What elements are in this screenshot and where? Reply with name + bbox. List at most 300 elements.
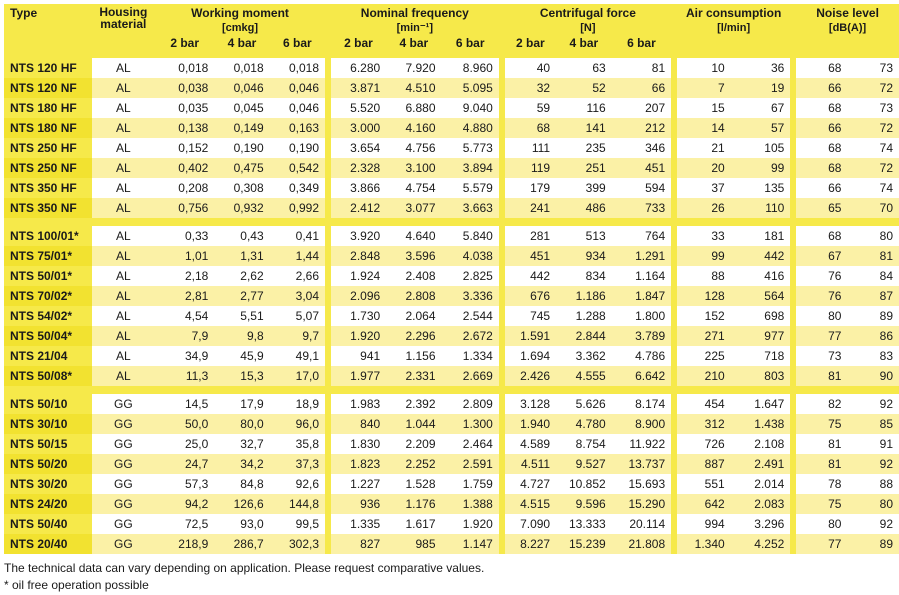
cell-centrifugal-force: 5.626 bbox=[556, 394, 612, 414]
cell-noise-level: 70 bbox=[847, 198, 899, 218]
cell-air-consumption: 1.438 bbox=[731, 414, 791, 434]
cell-noise-level: 89 bbox=[847, 534, 899, 554]
cell-working-moment: 2,62 bbox=[214, 266, 269, 286]
cell-nominal-frequency: 6.880 bbox=[386, 98, 441, 118]
cell-nominal-frequency: 9.040 bbox=[442, 98, 499, 118]
cell-housing-material: AL bbox=[92, 118, 155, 138]
cell-noise-level: 76 bbox=[796, 266, 847, 286]
cell-housing-material: GG bbox=[92, 414, 155, 434]
cell-nominal-frequency: 5.520 bbox=[331, 98, 386, 118]
cell-air-consumption: 7 bbox=[677, 78, 731, 98]
cell-air-consumption: 564 bbox=[731, 286, 791, 306]
cell-centrifugal-force: 15.693 bbox=[612, 474, 671, 494]
cell-working-moment: 50,0 bbox=[155, 414, 214, 434]
cell-nominal-frequency: 3.077 bbox=[386, 198, 441, 218]
cell-nominal-frequency: 1.156 bbox=[386, 346, 441, 366]
cell-type: NTS 180 HF bbox=[4, 98, 92, 118]
cell-nominal-frequency: 6.280 bbox=[331, 58, 386, 78]
cell-nominal-frequency: 2.544 bbox=[442, 306, 499, 326]
wm-pressure-6: 6 bar bbox=[270, 36, 325, 50]
group-separator bbox=[4, 386, 899, 394]
cell-nominal-frequency: 840 bbox=[331, 414, 386, 434]
cell-working-moment: 302,3 bbox=[270, 534, 325, 554]
table-row bbox=[4, 534, 899, 554]
cell-centrifugal-force: 119 bbox=[505, 158, 556, 178]
table-row bbox=[4, 138, 899, 158]
cell-housing-material: AL bbox=[92, 346, 155, 366]
cell-noise-level: 68 bbox=[796, 226, 847, 246]
cell-centrifugal-force: 3.789 bbox=[612, 326, 671, 346]
cell-type: NTS 30/10 bbox=[4, 414, 92, 434]
cell-working-moment: 11,3 bbox=[155, 366, 214, 386]
cell-air-consumption: 99 bbox=[677, 246, 731, 266]
cell-working-moment: 2,81 bbox=[155, 286, 214, 306]
cell-air-consumption: 152 bbox=[677, 306, 731, 326]
cell-centrifugal-force: 764 bbox=[612, 226, 671, 246]
cell-air-consumption: 1.340 bbox=[677, 534, 731, 554]
cell-nominal-frequency: 1.759 bbox=[442, 474, 499, 494]
cell-nominal-frequency: 2.252 bbox=[386, 454, 441, 474]
cell-noise-level: 68 bbox=[796, 98, 847, 118]
cell-noise-level: 81 bbox=[796, 434, 847, 454]
cell-nominal-frequency: 3.654 bbox=[331, 138, 386, 158]
cell-working-moment: 0,190 bbox=[270, 138, 325, 158]
cell-housing-material: AL bbox=[92, 266, 155, 286]
cell-air-consumption: 225 bbox=[677, 346, 731, 366]
cell-working-moment: 5,51 bbox=[214, 306, 269, 326]
cell-centrifugal-force: 1.694 bbox=[505, 346, 556, 366]
table-row bbox=[4, 306, 899, 326]
cell-centrifugal-force: 40 bbox=[505, 58, 556, 78]
cell-air-consumption: 19 bbox=[731, 78, 791, 98]
cell-working-moment: 84,8 bbox=[214, 474, 269, 494]
table-row bbox=[4, 118, 899, 138]
cell-housing-material: GG bbox=[92, 474, 155, 494]
cell-noise-level: 90 bbox=[847, 366, 899, 386]
cell-working-moment: 1,31 bbox=[214, 246, 269, 266]
cell-air-consumption: 271 bbox=[677, 326, 731, 346]
cell-air-consumption: 67 bbox=[731, 98, 791, 118]
cell-housing-material: AL bbox=[92, 158, 155, 178]
col-header-noise-level: Noise level bbox=[796, 4, 899, 22]
cell-working-moment: 25,0 bbox=[155, 434, 214, 454]
cell-air-consumption: 26 bbox=[677, 198, 731, 218]
cell-working-moment: 0,33 bbox=[155, 226, 214, 246]
cell-nominal-frequency: 1.977 bbox=[331, 366, 386, 386]
cell-working-moment: 72,5 bbox=[155, 514, 214, 534]
cell-air-consumption: 10 bbox=[677, 58, 731, 78]
cell-centrifugal-force: 4.515 bbox=[505, 494, 556, 514]
cell-type: NTS 54/02* bbox=[4, 306, 92, 326]
cell-centrifugal-force: 399 bbox=[556, 178, 612, 198]
cell-nominal-frequency: 1.388 bbox=[442, 494, 499, 514]
cell-centrifugal-force: 451 bbox=[612, 158, 671, 178]
cell-air-consumption: 2.014 bbox=[731, 474, 791, 494]
cell-nominal-frequency: 1.528 bbox=[386, 474, 441, 494]
cell-centrifugal-force: 1.847 bbox=[612, 286, 671, 306]
cell-nominal-frequency: 2.331 bbox=[386, 366, 441, 386]
cell-air-consumption: 698 bbox=[731, 306, 791, 326]
table-row bbox=[4, 414, 899, 434]
cell-centrifugal-force: 179 bbox=[505, 178, 556, 198]
cell-air-consumption: 1.647 bbox=[731, 394, 791, 414]
cell-centrifugal-force: 59 bbox=[505, 98, 556, 118]
cell-centrifugal-force: 66 bbox=[612, 78, 671, 98]
cell-type: NTS 100/01* bbox=[4, 226, 92, 246]
cell-centrifugal-force: 3.128 bbox=[505, 394, 556, 414]
cell-type: NTS 75/01* bbox=[4, 246, 92, 266]
cell-nominal-frequency: 1.147 bbox=[442, 534, 499, 554]
cell-working-moment: 0,208 bbox=[155, 178, 214, 198]
cell-working-moment: 2,18 bbox=[155, 266, 214, 286]
cell-noise-level: 80 bbox=[847, 494, 899, 514]
cell-centrifugal-force: 2.426 bbox=[505, 366, 556, 386]
cell-air-consumption: 551 bbox=[677, 474, 731, 494]
cell-working-moment: 94,2 bbox=[155, 494, 214, 514]
cell-air-consumption: 128 bbox=[677, 286, 731, 306]
cell-centrifugal-force: 1.800 bbox=[612, 306, 671, 326]
cell-nominal-frequency: 1.300 bbox=[442, 414, 499, 434]
cell-centrifugal-force: 15.290 bbox=[612, 494, 671, 514]
unit-working-moment: [cmkg] bbox=[155, 22, 325, 36]
cell-working-moment: 0,43 bbox=[214, 226, 269, 246]
table-row bbox=[4, 494, 899, 514]
cell-centrifugal-force: 207 bbox=[612, 98, 671, 118]
cell-working-moment: 4,54 bbox=[155, 306, 214, 326]
cell-centrifugal-force: 68 bbox=[505, 118, 556, 138]
cell-centrifugal-force: 745 bbox=[505, 306, 556, 326]
cell-nominal-frequency: 2.328 bbox=[331, 158, 386, 178]
cell-nominal-frequency: 1.823 bbox=[331, 454, 386, 474]
cell-type: NTS 50/01* bbox=[4, 266, 92, 286]
cell-housing-material: GG bbox=[92, 494, 155, 514]
cell-nominal-frequency: 7.920 bbox=[386, 58, 441, 78]
cell-noise-level: 66 bbox=[796, 178, 847, 198]
cell-type: NTS 120 NF bbox=[4, 78, 92, 98]
cell-noise-level: 68 bbox=[796, 138, 847, 158]
cell-noise-level: 72 bbox=[847, 78, 899, 98]
cell-working-moment: 0,992 bbox=[270, 198, 325, 218]
cell-noise-level: 76 bbox=[796, 286, 847, 306]
cell-housing-material: AL bbox=[92, 198, 155, 218]
unit-nominal-frequency: [min⁻¹] bbox=[331, 22, 499, 36]
cell-nominal-frequency: 1.924 bbox=[331, 266, 386, 286]
cell-centrifugal-force: 8.227 bbox=[505, 534, 556, 554]
cell-centrifugal-force: 346 bbox=[612, 138, 671, 158]
cell-working-moment: 99,5 bbox=[270, 514, 325, 534]
cell-noise-level: 92 bbox=[847, 454, 899, 474]
cell-air-consumption: 312 bbox=[677, 414, 731, 434]
cell-housing-material: AL bbox=[92, 178, 155, 198]
cell-centrifugal-force: 834 bbox=[556, 266, 612, 286]
cell-nominal-frequency: 3.100 bbox=[386, 158, 441, 178]
cell-type: NTS 350 NF bbox=[4, 198, 92, 218]
cell-nominal-frequency: 5.579 bbox=[442, 178, 499, 198]
cell-nominal-frequency: 2.096 bbox=[331, 286, 386, 306]
cell-nominal-frequency: 4.038 bbox=[442, 246, 499, 266]
cell-nominal-frequency: 3.000 bbox=[331, 118, 386, 138]
cell-working-moment: 0,932 bbox=[214, 198, 269, 218]
cell-working-moment: 1,01 bbox=[155, 246, 214, 266]
cell-working-moment: 0,163 bbox=[270, 118, 325, 138]
cell-air-consumption: 110 bbox=[731, 198, 791, 218]
table-row bbox=[4, 98, 899, 118]
cell-working-moment: 0,756 bbox=[155, 198, 214, 218]
cell-air-consumption: 15 bbox=[677, 98, 731, 118]
cell-working-moment: 0,138 bbox=[155, 118, 214, 138]
cell-working-moment: 0,475 bbox=[214, 158, 269, 178]
cell-working-moment: 126,6 bbox=[214, 494, 269, 514]
unit-centrifugal-force: [N] bbox=[505, 22, 672, 36]
footnote-technical: The technical data can vary depending on application. Please request comparative values. bbox=[4, 561, 485, 575]
cell-type: NTS 180 NF bbox=[4, 118, 92, 138]
cell-nominal-frequency: 4.640 bbox=[386, 226, 441, 246]
cell-housing-material: AL bbox=[92, 98, 155, 118]
nf-pressure-6: 6 bar bbox=[442, 36, 499, 50]
cell-working-moment: 0,349 bbox=[270, 178, 325, 198]
cell-centrifugal-force: 13.737 bbox=[612, 454, 671, 474]
cell-nominal-frequency: 8.960 bbox=[442, 58, 499, 78]
cell-air-consumption: 37 bbox=[677, 178, 731, 198]
cell-centrifugal-force: 486 bbox=[556, 198, 612, 218]
cell-type: NTS 24/20 bbox=[4, 494, 92, 514]
cell-nominal-frequency: 5.095 bbox=[442, 78, 499, 98]
cell-noise-level: 80 bbox=[796, 514, 847, 534]
cell-nominal-frequency: 985 bbox=[386, 534, 441, 554]
table-row bbox=[4, 366, 899, 386]
cell-noise-level: 92 bbox=[847, 394, 899, 414]
cell-air-consumption: 57 bbox=[731, 118, 791, 138]
cell-noise-level: 67 bbox=[796, 246, 847, 266]
cell-working-moment: 80,0 bbox=[214, 414, 269, 434]
cell-air-consumption: 2.108 bbox=[731, 434, 791, 454]
table-row bbox=[4, 226, 899, 246]
cell-nominal-frequency: 2.209 bbox=[386, 434, 441, 454]
cell-centrifugal-force: 13.333 bbox=[556, 514, 612, 534]
cell-working-moment: 0,152 bbox=[155, 138, 214, 158]
cell-noise-level: 91 bbox=[847, 434, 899, 454]
cell-nominal-frequency: 1.730 bbox=[331, 306, 386, 326]
footnote-oil-free: * oil free operation possible bbox=[4, 578, 149, 592]
cell-centrifugal-force: 4.555 bbox=[556, 366, 612, 386]
cell-centrifugal-force: 594 bbox=[612, 178, 671, 198]
cell-housing-material: GG bbox=[92, 514, 155, 534]
table-row bbox=[4, 454, 899, 474]
cell-working-moment: 9,8 bbox=[214, 326, 269, 346]
cell-working-moment: 37,3 bbox=[270, 454, 325, 474]
table-row bbox=[4, 394, 899, 414]
cell-working-moment: 0,308 bbox=[214, 178, 269, 198]
cell-nominal-frequency: 4.754 bbox=[386, 178, 441, 198]
cell-centrifugal-force: 1.288 bbox=[556, 306, 612, 326]
cell-air-consumption: 21 bbox=[677, 138, 731, 158]
cell-working-moment: 3,04 bbox=[270, 286, 325, 306]
cell-noise-level: 80 bbox=[796, 306, 847, 326]
cell-centrifugal-force: 442 bbox=[505, 266, 556, 286]
cell-noise-level: 75 bbox=[796, 414, 847, 434]
cell-centrifugal-force: 10.852 bbox=[556, 474, 612, 494]
cell-air-consumption: 4.252 bbox=[731, 534, 791, 554]
cell-noise-level: 68 bbox=[796, 158, 847, 178]
cell-housing-material: AL bbox=[92, 366, 155, 386]
cell-working-moment: 5,07 bbox=[270, 306, 325, 326]
cell-working-moment: 2,66 bbox=[270, 266, 325, 286]
cell-noise-level: 92 bbox=[847, 514, 899, 534]
cell-working-moment: 2,77 bbox=[214, 286, 269, 306]
cell-housing-material: GG bbox=[92, 454, 155, 474]
cell-nominal-frequency: 2.064 bbox=[386, 306, 441, 326]
unit-noise-level: [dB(A)] bbox=[796, 22, 899, 36]
cell-centrifugal-force: 63 bbox=[556, 58, 612, 78]
cell-nominal-frequency: 5.840 bbox=[442, 226, 499, 246]
cell-nominal-frequency: 2.408 bbox=[386, 266, 441, 286]
cf-pressure-6: 6 bar bbox=[612, 36, 671, 50]
nf-pressure-4: 4 bar bbox=[386, 36, 441, 50]
cell-centrifugal-force: 11.922 bbox=[612, 434, 671, 454]
unit-air-consumption: [l/min] bbox=[677, 22, 790, 36]
cell-centrifugal-force: 235 bbox=[556, 138, 612, 158]
cell-noise-level: 81 bbox=[796, 366, 847, 386]
cell-nominal-frequency: 1.830 bbox=[331, 434, 386, 454]
cell-type: NTS 250 HF bbox=[4, 138, 92, 158]
cell-type: NTS 350 HF bbox=[4, 178, 92, 198]
cell-air-consumption: 99 bbox=[731, 158, 791, 178]
cell-nominal-frequency: 4.756 bbox=[386, 138, 441, 158]
cell-noise-level: 66 bbox=[796, 78, 847, 98]
table-row bbox=[4, 198, 899, 218]
cell-air-consumption: 181 bbox=[731, 226, 791, 246]
table-row bbox=[4, 58, 899, 78]
cell-working-moment: 0,018 bbox=[270, 58, 325, 78]
cell-working-moment: 0,190 bbox=[214, 138, 269, 158]
cell-centrifugal-force: 4.786 bbox=[612, 346, 671, 366]
cell-nominal-frequency: 2.591 bbox=[442, 454, 499, 474]
col-header-air-consumption: Air consumption bbox=[677, 4, 790, 22]
cf-pressure-4: 4 bar bbox=[556, 36, 612, 50]
cell-working-moment: 96,0 bbox=[270, 414, 325, 434]
col-header-nominal-frequency: Nominal frequency bbox=[331, 4, 499, 22]
cell-type: NTS 70/02* bbox=[4, 286, 92, 306]
cell-working-moment: 286,7 bbox=[214, 534, 269, 554]
col-header-type: Type bbox=[4, 4, 92, 50]
wm-pressure-4: 4 bar bbox=[214, 36, 269, 50]
cell-working-moment: 57,3 bbox=[155, 474, 214, 494]
cell-working-moment: 34,9 bbox=[155, 346, 214, 366]
technical-data-table bbox=[4, 4, 899, 554]
cell-housing-material: AL bbox=[92, 306, 155, 326]
cell-nominal-frequency: 2.825 bbox=[442, 266, 499, 286]
cell-working-moment: 1,44 bbox=[270, 246, 325, 266]
cell-nominal-frequency: 3.871 bbox=[331, 78, 386, 98]
cell-working-moment: 0,149 bbox=[214, 118, 269, 138]
cell-air-consumption: 2.083 bbox=[731, 494, 791, 514]
cell-working-moment: 18,9 bbox=[270, 394, 325, 414]
cell-noise-level: 82 bbox=[796, 394, 847, 414]
cell-centrifugal-force: 20.114 bbox=[612, 514, 671, 534]
cell-centrifugal-force: 1.164 bbox=[612, 266, 671, 286]
cell-nominal-frequency: 3.920 bbox=[331, 226, 386, 246]
cell-housing-material: AL bbox=[92, 78, 155, 98]
cell-working-moment: 0,018 bbox=[214, 58, 269, 78]
cell-nominal-frequency: 2.809 bbox=[442, 394, 499, 414]
cell-air-consumption: 88 bbox=[677, 266, 731, 286]
cell-nominal-frequency: 3.894 bbox=[442, 158, 499, 178]
cell-noise-level: 73 bbox=[847, 58, 899, 78]
cell-centrifugal-force: 1.591 bbox=[505, 326, 556, 346]
cell-working-moment: 0,046 bbox=[214, 78, 269, 98]
cell-nominal-frequency: 1.920 bbox=[442, 514, 499, 534]
cell-nominal-frequency: 2.672 bbox=[442, 326, 499, 346]
cell-centrifugal-force: 513 bbox=[556, 226, 612, 246]
cell-nominal-frequency: 2.808 bbox=[386, 286, 441, 306]
group-separator bbox=[4, 218, 899, 226]
cell-nominal-frequency: 4.510 bbox=[386, 78, 441, 98]
cell-type: NTS 50/40 bbox=[4, 514, 92, 534]
cell-type: NTS 20/40 bbox=[4, 534, 92, 554]
table-row bbox=[4, 246, 899, 266]
cell-nominal-frequency: 941 bbox=[331, 346, 386, 366]
cell-working-moment: 0,018 bbox=[155, 58, 214, 78]
cell-type: NTS 50/04* bbox=[4, 326, 92, 346]
cell-centrifugal-force: 81 bbox=[612, 58, 671, 78]
cell-air-consumption: 14 bbox=[677, 118, 731, 138]
cell-nominal-frequency: 3.596 bbox=[386, 246, 441, 266]
table-row bbox=[4, 474, 899, 494]
cell-centrifugal-force: 15.239 bbox=[556, 534, 612, 554]
col-header-housing-material bbox=[92, 4, 155, 50]
cell-working-moment: 0,41 bbox=[270, 226, 325, 246]
cell-nominal-frequency: 3.866 bbox=[331, 178, 386, 198]
cell-housing-material: AL bbox=[92, 286, 155, 306]
col-header-working-moment: Working moment bbox=[155, 4, 325, 22]
cell-noise-level: 83 bbox=[847, 346, 899, 366]
cell-working-moment: 35,8 bbox=[270, 434, 325, 454]
cell-centrifugal-force: 6.642 bbox=[612, 366, 671, 386]
cell-centrifugal-force: 8.900 bbox=[612, 414, 671, 434]
cell-housing-material: AL bbox=[92, 138, 155, 158]
cell-working-moment: 144,8 bbox=[270, 494, 325, 514]
cell-air-consumption: 36 bbox=[731, 58, 791, 78]
cell-centrifugal-force: 2.844 bbox=[556, 326, 612, 346]
cell-air-consumption: 105 bbox=[731, 138, 791, 158]
cell-working-moment: 24,7 bbox=[155, 454, 214, 474]
cell-nominal-frequency: 827 bbox=[331, 534, 386, 554]
cell-housing-material: AL bbox=[92, 58, 155, 78]
cell-centrifugal-force: 52 bbox=[556, 78, 612, 98]
cell-air-consumption: 20 bbox=[677, 158, 731, 178]
cell-working-moment: 0,045 bbox=[214, 98, 269, 118]
table-body bbox=[4, 50, 899, 554]
cell-noise-level: 74 bbox=[847, 178, 899, 198]
nf-pressure-2: 2 bar bbox=[331, 36, 386, 50]
cell-nominal-frequency: 2.296 bbox=[386, 326, 441, 346]
cell-centrifugal-force: 111 bbox=[505, 138, 556, 158]
cell-air-consumption: 33 bbox=[677, 226, 731, 246]
cell-noise-level: 65 bbox=[796, 198, 847, 218]
col-header-centrifugal-force: Centrifugal force bbox=[505, 4, 672, 22]
cell-centrifugal-force: 676 bbox=[505, 286, 556, 306]
cell-noise-level: 80 bbox=[847, 226, 899, 246]
cell-air-consumption: 718 bbox=[731, 346, 791, 366]
cell-centrifugal-force: 733 bbox=[612, 198, 671, 218]
cell-housing-material: GG bbox=[92, 394, 155, 414]
cell-air-consumption: 416 bbox=[731, 266, 791, 286]
cell-nominal-frequency: 1.044 bbox=[386, 414, 441, 434]
cell-nominal-frequency: 1.335 bbox=[331, 514, 386, 534]
cell-nominal-frequency: 2.848 bbox=[331, 246, 386, 266]
cell-noise-level: 84 bbox=[847, 266, 899, 286]
cell-working-moment: 34,2 bbox=[214, 454, 269, 474]
